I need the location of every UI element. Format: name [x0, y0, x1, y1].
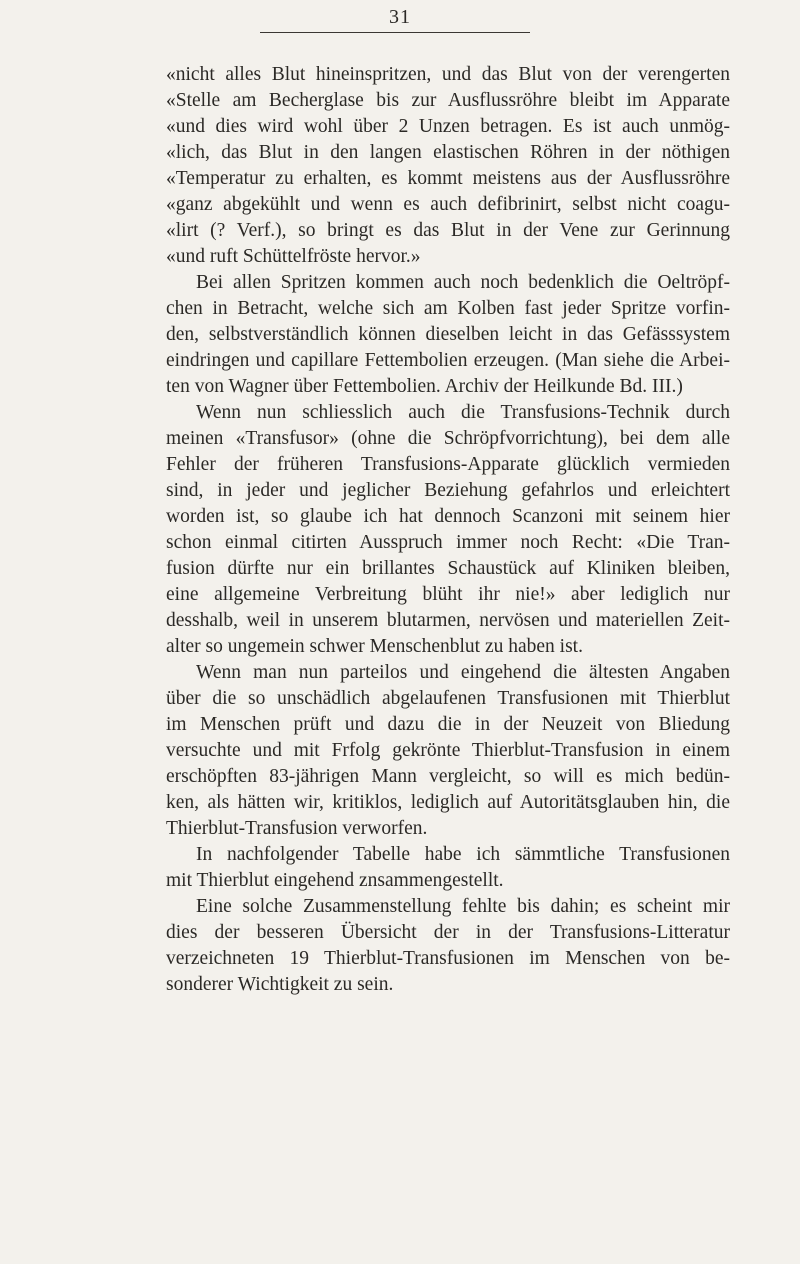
text-line: Fehler der früheren Transfusions-Apparate glücklich vermieden: [166, 454, 730, 475]
paragraph-transfusor: [166, 400, 730, 660]
text-line: ken, als hätten wir, kritiklos, lediglich auf Autoritätsglauben hin, die: [166, 792, 730, 813]
text-line: schon einmal citirten Ausspruch immer noch Recht: «Die Tran-: [166, 532, 730, 553]
text-line: über die so unschädlich abgelaufenen Transfusionen mit Thierblut: [166, 688, 730, 709]
text-line: Wenn nun schliesslich auch die Transfusions-Technik durch: [196, 402, 730, 423]
text-line: «und dies wird wohl über 2 Unzen betragen. Es ist auch unmög-: [166, 116, 730, 137]
text-line: im Menschen prüft und dazu die in der Neuzeit von Bliedung: [166, 714, 730, 735]
text-line: Bei allen Spritzen kommen auch noch bedenklich die Oeltröpf-: [196, 272, 730, 293]
text-line: dies der besseren Übersicht der in der Transfusions-Litteratur: [166, 922, 730, 943]
text-line: In nachfolgender Tabelle habe ich sämmtliche Transfusionen: [196, 844, 730, 865]
text-line: ten von Wagner über Fettembolien. Archiv der Heilkunde Bd. III.): [166, 376, 683, 397]
text-line: Thierblut-Transfusion verworfen.: [166, 818, 428, 839]
page-number: 31: [389, 6, 411, 28]
paragraph-zusammenstellung: [166, 894, 730, 998]
text-line: Eine solche Zusammenstellung fehlte bis dahin; es scheint mir: [196, 896, 730, 917]
text-line: «Stelle am Becherglase bis zur Ausflussröhre bleibt im Apparate: [166, 90, 730, 111]
paragraph-tabelle: [166, 842, 730, 894]
header-rule: [260, 32, 530, 33]
text-line: eindringen und capillare Fettembolien erzeugen. (Man siehe die Arbei-: [166, 350, 730, 371]
text-line: «Temperatur zu erhalten, es kommt meistens aus der Ausflussröhre: [166, 168, 730, 189]
text-line: chen in Betracht, welche sich am Kolben fast jeder Spritze vorfin-: [166, 298, 730, 319]
text-line: sind, in jeder und jeglicher Beziehung gefahrlos und erleichtert: [166, 480, 730, 501]
text-line: meinen «Transfusor» (ohne die Schröpfvorrichtung), bei dem alle: [166, 428, 730, 449]
text-line: alter so ungemein schwer Menschenblut zu haben ist.: [166, 636, 583, 657]
text-line: «und ruft Schüttelfröste hervor.»: [166, 246, 421, 267]
text-line: desshalb, weil in unserem blutarmen, nervösen und materiellen Zeit-: [166, 610, 730, 631]
paragraph-oeltroepfchen: [166, 270, 730, 400]
text-line: «nicht alles Blut hineinspritzen, und das Blut von der verengerten: [166, 64, 730, 85]
text-line: erschöpften 83-jährigen Mann vergleicht, so will es mich bedün-: [166, 766, 730, 787]
text-line: worden ist, so glaube ich hat dennoch Scanzoni mit seinem hier: [166, 506, 730, 527]
text-line: «lich, das Blut in den langen elastischen Röhren in der nöthigen: [166, 142, 730, 163]
text-line: «lirt (? Verf.), so bringt es das Blut in der Vene zur Gerinnung: [166, 220, 730, 241]
text-line: mit Thierblut eingehend znsammengestellt.: [166, 870, 504, 891]
text-line: fusion dürfte nur ein brillantes Schaustück auf Kliniken bleiben,: [166, 558, 730, 579]
paragraph-thierblut: [166, 660, 730, 842]
text-line: eine allgemeine Verbreitung blüht ihr nie!» aber lediglich nur: [166, 584, 730, 605]
paragraph-quotation: [166, 62, 730, 270]
text-line: verzeichneten 19 Thierblut-Transfusionen im Menschen von be-: [166, 948, 730, 969]
text-line: versuchte und mit Frfolg gekrönte Thierblut-Transfusion in einem: [166, 740, 730, 761]
text-line: sonderer Wichtigkeit zu sein.: [166, 974, 394, 995]
body-text: [166, 62, 730, 998]
text-line: «ganz abgekühlt und wenn es auch defibrinirt, selbst nicht coagu-: [166, 194, 730, 215]
text-line: den, selbstverständlich können dieselben leicht in das Gefässsystem: [166, 324, 730, 345]
text-line: Wenn man nun parteilos und eingehend die ältesten Angaben: [196, 662, 730, 683]
